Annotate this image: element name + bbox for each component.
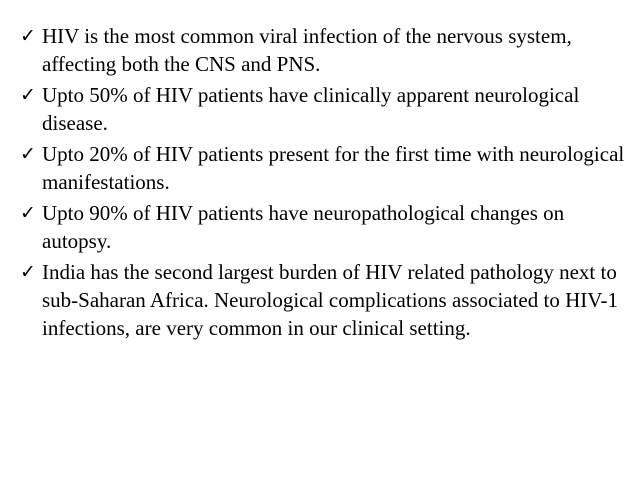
check-icon: ✓ xyxy=(20,202,36,224)
bullet-text: HIV is the most common viral infection of the nervous system, affecting both the CNS and PNS. xyxy=(42,24,572,76)
bullet-item xyxy=(20,22,626,78)
check-icon: ✓ xyxy=(20,261,36,283)
bullet-text: Upto 20% of HIV patients present for the first time with neurological manifestations. xyxy=(42,142,625,194)
check-icon: ✓ xyxy=(20,25,36,47)
check-icon: ✓ xyxy=(20,84,36,106)
bullet-item xyxy=(20,81,626,137)
check-icon: ✓ xyxy=(20,143,36,165)
bullet-list xyxy=(20,22,626,345)
bullet-item xyxy=(20,199,626,255)
bullet-text: Upto 90% of HIV patients have neuropathological changes on autopsy. xyxy=(42,201,565,253)
bullet-item xyxy=(20,140,626,196)
bullet-text: Upto 50% of HIV patients have clinically apparent neurological disease. xyxy=(42,83,580,135)
bullet-text: India has the second largest burden of HIV related pathology next to sub-Saharan Africa. Neurological complications associated to HIV-1 infections, are very common in our clinical setting. xyxy=(42,260,618,340)
bullet-item xyxy=(20,258,626,342)
